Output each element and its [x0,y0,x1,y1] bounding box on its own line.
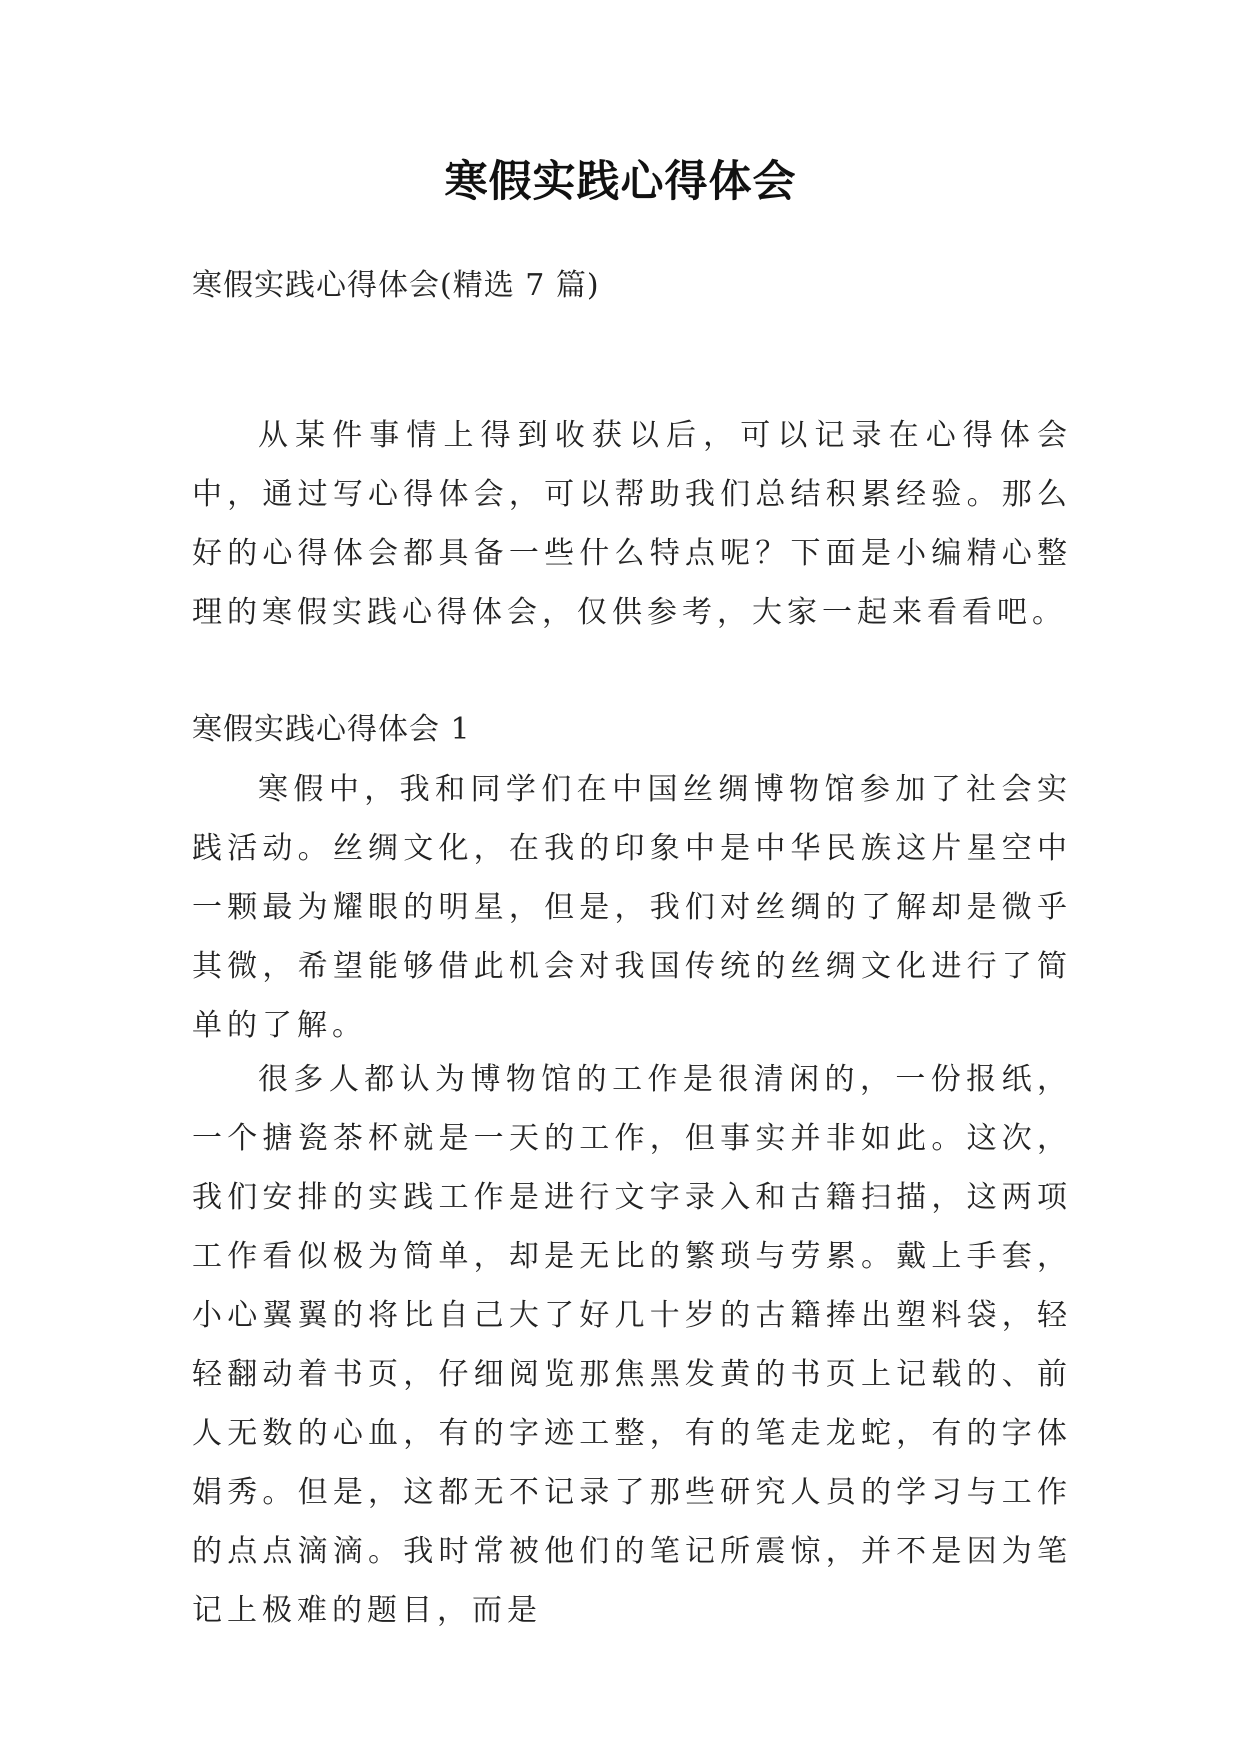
document-title: 寒假实践心得体会 [444,157,797,207]
document-subtitle: 寒假实践心得体会(精选 7 篇) [192,268,600,303]
intro-paragraph: 从某件事情上得到收获以后，可以记录在心得体会中，通过写心得体会，可以帮助我们总结积累经验。那么好的心得体会都具备一些什么特点呢？下面是小编精心整理的寒假实践心得体会，仅供参考，大家一起来看看吧。 [192,418,1072,630]
body-paragraph-2: 很多人都认为博物馆的工作是很清闲的，一份报纸，一个搪瓷茶杯就是一天的工作，但事实并非如此。这次，我们安排的实践工作是进行文字录入和古籍扫描，这两项工作看似极为简单，却是无比的繁琐与劳累。戴上手套，小心翼翼的将比自己大了好几十岁的古籍捧出塑料袋，轻轻翻动着书页，仔细阅览那焦黑发黄的书页上记载的、前人无数的心血，有的字迹工整，有的笔走龙蛇，有的字体娟秀。但是，这都无不记录了那些研究人员的学习与工作的点点滴滴。我时常被他们的笔记所震惊，并不是因为笔记上极难的题目，而是 [192,1062,1072,1628]
section-heading: 寒假实践心得体会 1 [192,712,471,747]
body-paragraph-1: 寒假中，我和同学们在中国丝绸博物馆参加了社会实践活动。丝绸文化，在我的印象中是中华民族这片星空中一颗最为耀眼的明星，但是，我们对丝绸的了解却是微乎其微，希望能够借此机会对我国传统的丝绸文化进行了简单的了解。 [192,772,1072,1043]
